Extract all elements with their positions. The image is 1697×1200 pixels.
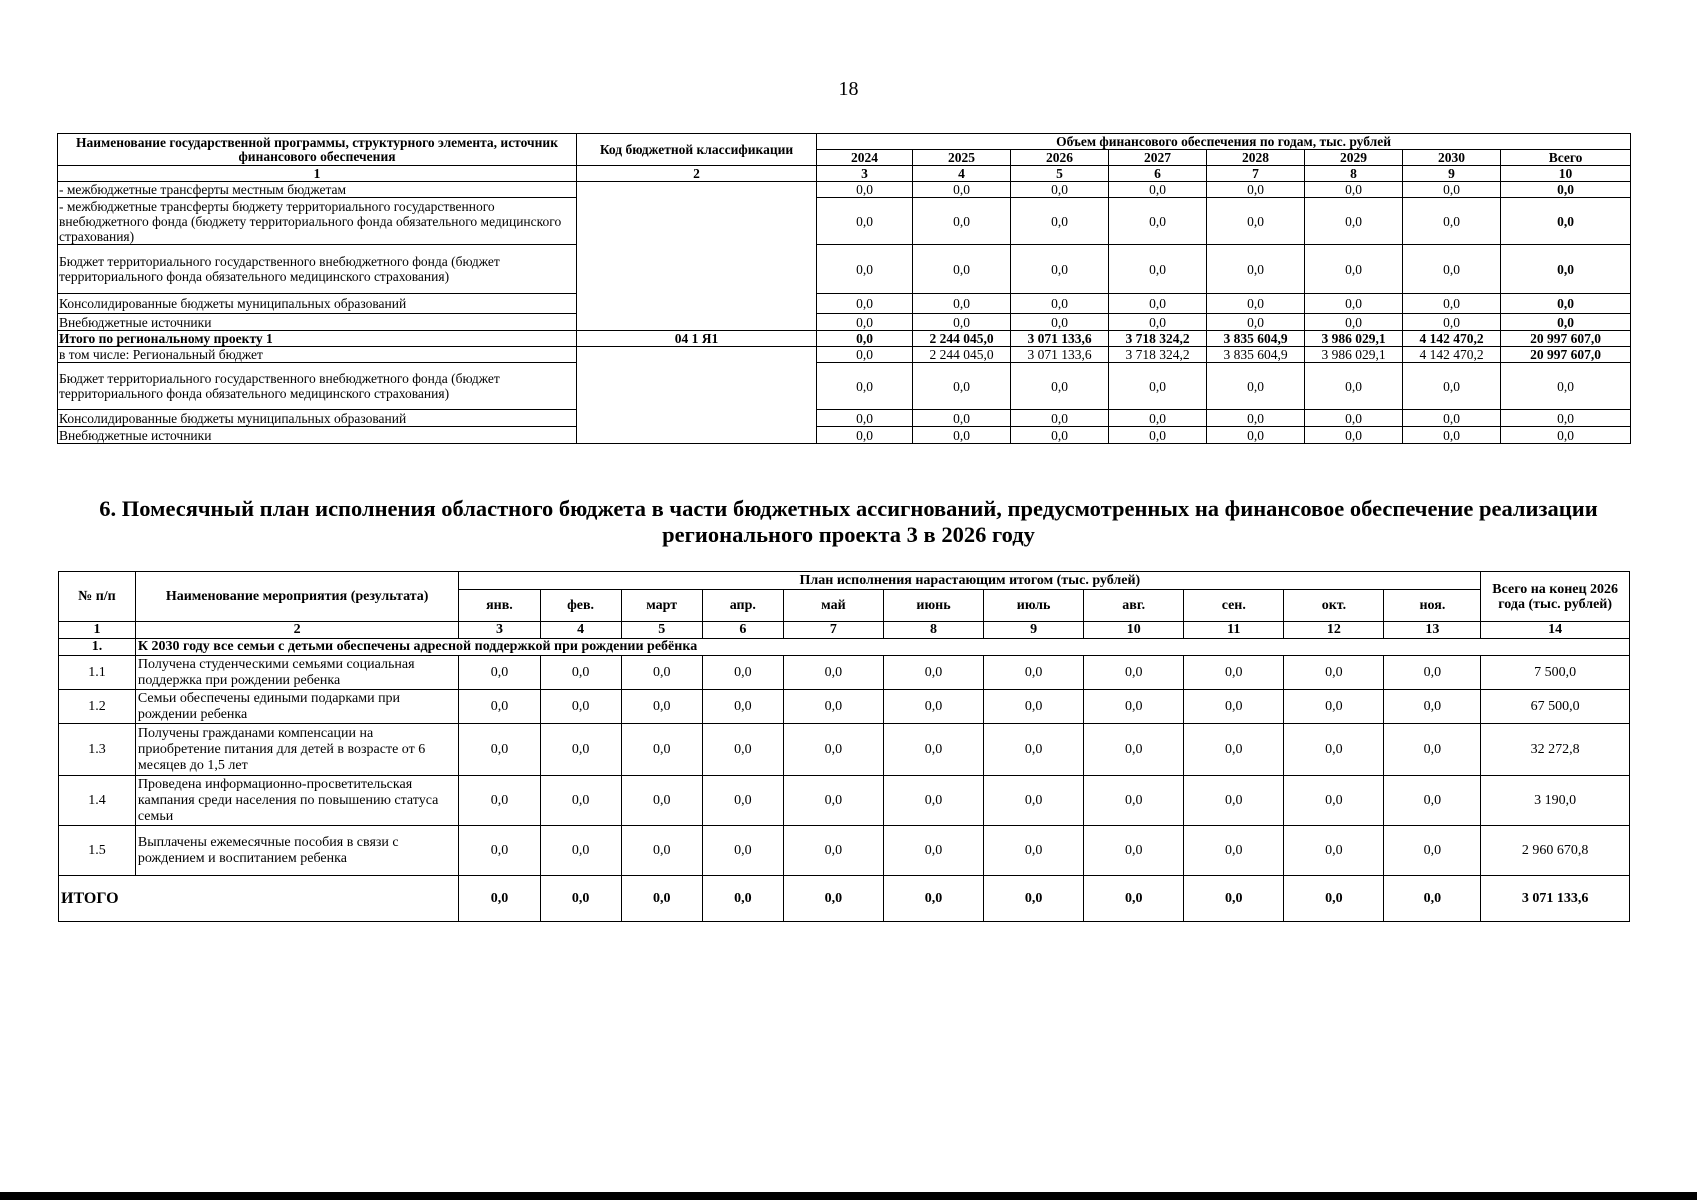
column-index: 4	[913, 166, 1011, 182]
column-index-row	[59, 622, 1630, 639]
activity-name: Получены гражданами компенсации на приобретение питания для детей в возрасте от 6 месяцев до 1,5 лет	[135, 724, 458, 776]
budget-code: 04 1 Я1	[577, 331, 817, 347]
month-value: 0,0	[702, 776, 783, 826]
page-number: 18	[838, 78, 859, 100]
year-value: 3 071 133,6	[1011, 331, 1109, 347]
header-number: № п/п	[59, 572, 136, 622]
total-value: 20 997 607,0	[1501, 347, 1631, 363]
row-number: 1.4	[59, 776, 136, 826]
header-name: Наименование государственной программы, структурного элемента, источник финансового обеспечения	[58, 134, 577, 166]
group-name: К 2030 году все семьи с детьми обеспечены адресной поддержкой при рождении ребёнка	[135, 639, 1629, 656]
month-value: 0,0	[1084, 776, 1184, 826]
table-row	[59, 656, 1630, 690]
year-value: 0,0	[1109, 198, 1207, 245]
activity-name: Семьи обеспечены едиными подарками при рождении ребенка	[135, 690, 458, 724]
year-value: 0,0	[1403, 363, 1501, 410]
total-value: 0,0	[1501, 314, 1631, 331]
year-value: 0,0	[1109, 427, 1207, 444]
column-index: 3	[459, 622, 540, 639]
total-month-value: 0,0	[984, 876, 1084, 922]
group-number: 1.	[59, 639, 136, 656]
table-row	[58, 331, 1631, 347]
table-row	[59, 690, 1630, 724]
row-name: Внебюджетные источники	[58, 427, 577, 444]
column-index: 1	[58, 166, 577, 182]
month-value: 0,0	[984, 776, 1084, 826]
column-index: 11	[1184, 622, 1284, 639]
year-value: 0,0	[1109, 245, 1207, 294]
year-value: 0,0	[913, 410, 1011, 427]
header-month: май	[783, 590, 883, 622]
year-value: 0,0	[817, 410, 913, 427]
month-value: 0,0	[1384, 690, 1481, 724]
year-value: 0,0	[1403, 182, 1501, 198]
month-value: 0,0	[621, 724, 702, 776]
year-value: 0,0	[817, 294, 913, 314]
table-row	[58, 427, 1631, 444]
month-value: 0,0	[984, 656, 1084, 690]
table-row	[58, 363, 1631, 410]
row-name: Итого по региональному проекту 1	[58, 331, 577, 347]
header-month: окт.	[1284, 590, 1384, 622]
month-value: 0,0	[1184, 776, 1284, 826]
year-value: 0,0	[913, 198, 1011, 245]
month-value: 0,0	[1084, 724, 1184, 776]
year-value: 0,0	[817, 363, 913, 410]
month-value: 0,0	[883, 724, 983, 776]
row-name: в том числе: Региональный бюджет	[58, 347, 577, 363]
month-value: 0,0	[621, 776, 702, 826]
total-value: 0,0	[1501, 198, 1631, 245]
total-month-value: 0,0	[1084, 876, 1184, 922]
header-month: сен.	[1184, 590, 1284, 622]
column-index: 10	[1084, 622, 1184, 639]
year-value: 0,0	[913, 314, 1011, 331]
column-index: 6	[702, 622, 783, 639]
year-value: 0,0	[817, 331, 913, 347]
column-index: 10	[1501, 166, 1631, 182]
year-value: 0,0	[1207, 245, 1305, 294]
row-name: Бюджет территориального государственного внебюджетного фонда (бюджет территориального фонда обязательного медицинского страхования)	[58, 245, 577, 294]
total-month-value: 0,0	[883, 876, 983, 922]
month-value: 0,0	[783, 724, 883, 776]
year-value: 3 718 324,2	[1109, 331, 1207, 347]
table-row	[58, 294, 1631, 314]
column-index: 3	[817, 166, 913, 182]
total-month-value: 0,0	[540, 876, 621, 922]
year-value: 3 986 029,1	[1305, 347, 1403, 363]
table-row	[59, 826, 1630, 876]
total-value: 0,0	[1501, 182, 1631, 198]
page-edge-bar	[0, 1192, 1697, 1200]
year-value: 0,0	[1207, 182, 1305, 198]
month-value: 0,0	[459, 690, 540, 724]
year-value: 3 986 029,1	[1305, 331, 1403, 347]
activity-name: Получена студенческими семьями социальная поддержка при рождении ребенка	[135, 656, 458, 690]
header-code: Код бюджетной классификации	[577, 134, 817, 166]
total-label: ИТОГО	[59, 876, 459, 922]
row-number: 1.2	[59, 690, 136, 724]
month-value: 0,0	[1084, 656, 1184, 690]
month-value: 0,0	[1384, 724, 1481, 776]
year-value: 0,0	[1305, 198, 1403, 245]
month-value: 0,0	[702, 690, 783, 724]
column-index: 6	[1109, 166, 1207, 182]
year-value: 0,0	[1207, 427, 1305, 444]
year-value: 0,0	[1109, 294, 1207, 314]
month-value: 0,0	[540, 656, 621, 690]
header-month: июль	[984, 590, 1084, 622]
year-value: 0,0	[817, 314, 913, 331]
header-year: 2027	[1109, 150, 1207, 166]
year-value: 0,0	[1011, 427, 1109, 444]
month-value: 0,0	[1084, 690, 1184, 724]
total-value: 20 997 607,0	[1501, 331, 1631, 347]
month-value: 0,0	[621, 690, 702, 724]
header-year: 2028	[1207, 150, 1305, 166]
year-value: 0,0	[1207, 294, 1305, 314]
year-total-value: 32 272,8	[1481, 724, 1630, 776]
row-name: Бюджет территориального государственного внебюджетного фонда (бюджет территориального фонда обязательного медицинского страхования)	[58, 363, 577, 410]
month-value: 0,0	[1284, 724, 1384, 776]
month-value: 0,0	[459, 776, 540, 826]
header-month: ноя.	[1384, 590, 1481, 622]
month-value: 0,0	[540, 690, 621, 724]
month-value: 0,0	[702, 724, 783, 776]
year-value: 3 835 604,9	[1207, 347, 1305, 363]
year-value: 2 244 045,0	[913, 347, 1011, 363]
total-month-value: 0,0	[1184, 876, 1284, 922]
year-value: 0,0	[817, 427, 913, 444]
month-value: 0,0	[783, 826, 883, 876]
grand-total-value: 3 071 133,6	[1481, 876, 1630, 922]
table-row	[58, 198, 1631, 245]
month-value: 0,0	[1384, 826, 1481, 876]
year-value: 0,0	[1403, 410, 1501, 427]
month-value: 0,0	[1184, 826, 1284, 876]
header-plan: План исполнения нарастающим итогом (тыс. рублей)	[459, 572, 1481, 590]
year-value: 0,0	[1011, 314, 1109, 331]
year-value: 0,0	[1305, 245, 1403, 294]
year-value: 0,0	[1207, 363, 1305, 410]
year-value: 0,0	[913, 294, 1011, 314]
total-month-value: 0,0	[702, 876, 783, 922]
year-value: 0,0	[1403, 245, 1501, 294]
year-total-value: 2 960 670,8	[1481, 826, 1630, 876]
year-value: 2 244 045,0	[913, 331, 1011, 347]
year-value: 0,0	[1109, 182, 1207, 198]
month-value: 0,0	[783, 656, 883, 690]
month-value: 0,0	[984, 724, 1084, 776]
header-month: авг.	[1084, 590, 1184, 622]
header-year: 2024	[817, 150, 913, 166]
total-value: 0,0	[1501, 410, 1631, 427]
total-month-value: 0,0	[1384, 876, 1481, 922]
year-value: 0,0	[1403, 314, 1501, 331]
total-value: 0,0	[1501, 245, 1631, 294]
month-value: 0,0	[540, 826, 621, 876]
month-value: 0,0	[621, 826, 702, 876]
month-value: 0,0	[783, 690, 883, 724]
year-value: 0,0	[1305, 363, 1403, 410]
row-name: Консолидированные бюджеты муниципальных образований	[58, 410, 577, 427]
month-value: 0,0	[702, 826, 783, 876]
row-name: Внебюджетные источники	[58, 314, 577, 331]
column-index: 14	[1481, 622, 1630, 639]
column-index: 9	[1403, 166, 1501, 182]
row-number: 1.3	[59, 724, 136, 776]
year-total-value: 67 500,0	[1481, 690, 1630, 724]
month-value: 0,0	[1184, 656, 1284, 690]
total-month-value: 0,0	[783, 876, 883, 922]
column-index: 9	[984, 622, 1084, 639]
total-month-value: 0,0	[621, 876, 702, 922]
year-value: 3 071 133,6	[1011, 347, 1109, 363]
column-index: 5	[621, 622, 702, 639]
column-index: 7	[783, 622, 883, 639]
year-total-value: 7 500,0	[1481, 656, 1630, 690]
month-value: 0,0	[459, 724, 540, 776]
year-value: 0,0	[1403, 294, 1501, 314]
month-value: 0,0	[1084, 826, 1184, 876]
code-cell-empty	[577, 182, 817, 331]
year-value: 3 835 604,9	[1207, 331, 1305, 347]
year-total-value: 3 190,0	[1481, 776, 1630, 826]
year-value: 0,0	[1305, 427, 1403, 444]
column-index: 12	[1284, 622, 1384, 639]
header-activity: Наименование мероприятия (результата)	[135, 572, 458, 622]
table-row	[58, 347, 1631, 363]
header-month: янв.	[459, 590, 540, 622]
month-value: 0,0	[1184, 690, 1284, 724]
column-index-row	[58, 166, 1631, 182]
header-month: апр.	[702, 590, 783, 622]
table-row	[58, 410, 1631, 427]
year-value: 0,0	[817, 347, 913, 363]
header-total: Всего	[1501, 150, 1631, 166]
month-value: 0,0	[984, 690, 1084, 724]
year-value: 0,0	[1109, 363, 1207, 410]
header-year: 2025	[913, 150, 1011, 166]
month-value: 0,0	[883, 656, 983, 690]
total-value: 0,0	[1501, 363, 1631, 410]
column-index: 13	[1384, 622, 1481, 639]
year-value: 0,0	[1207, 198, 1305, 245]
total-value: 0,0	[1501, 427, 1631, 444]
month-value: 0,0	[984, 826, 1084, 876]
header-month: фев.	[540, 590, 621, 622]
header-year: 2026	[1011, 150, 1109, 166]
column-index: 8	[883, 622, 983, 639]
month-value: 0,0	[459, 656, 540, 690]
column-index: 7	[1207, 166, 1305, 182]
year-value: 0,0	[1109, 410, 1207, 427]
year-value: 0,0	[817, 182, 913, 198]
year-value: 0,0	[1011, 198, 1109, 245]
month-value: 0,0	[1284, 656, 1384, 690]
total-row	[59, 876, 1630, 922]
year-value: 0,0	[1305, 182, 1403, 198]
column-index: 8	[1305, 166, 1403, 182]
year-value: 0,0	[1207, 410, 1305, 427]
month-value: 0,0	[1284, 776, 1384, 826]
month-value: 0,0	[540, 724, 621, 776]
column-index: 5	[1011, 166, 1109, 182]
column-index: 4	[540, 622, 621, 639]
year-value: 0,0	[913, 182, 1011, 198]
year-value: 0,0	[817, 245, 913, 294]
table-row	[59, 776, 1630, 826]
month-value: 0,0	[540, 776, 621, 826]
year-value: 0,0	[1305, 410, 1403, 427]
total-month-value: 0,0	[459, 876, 540, 922]
year-value: 0,0	[817, 198, 913, 245]
header-year: 2030	[1403, 150, 1501, 166]
header-year: 2029	[1305, 150, 1403, 166]
table-row	[58, 314, 1631, 331]
total-month-value: 0,0	[1284, 876, 1384, 922]
year-value: 3 718 324,2	[1109, 347, 1207, 363]
year-value: 0,0	[1403, 427, 1501, 444]
year-value: 0,0	[913, 363, 1011, 410]
code-cell-empty	[577, 347, 817, 444]
year-value: 0,0	[1011, 363, 1109, 410]
month-value: 0,0	[1184, 724, 1284, 776]
month-value: 0,0	[1384, 776, 1481, 826]
activity-name: Проведена информационно-просветительская кампания среди населения по повышению статуса семьи	[135, 776, 458, 826]
month-value: 0,0	[883, 826, 983, 876]
activity-name: Выплачены ежемесячные пособия в связи с рождением и воспитанием ребенка	[135, 826, 458, 876]
year-value: 0,0	[1207, 314, 1305, 331]
group-row	[59, 639, 1630, 656]
month-value: 0,0	[783, 776, 883, 826]
month-value: 0,0	[1384, 656, 1481, 690]
header-volume: Объем финансового обеспечения по годам, тыс. рублей	[817, 134, 1631, 150]
year-value: 0,0	[913, 427, 1011, 444]
year-value: 0,0	[913, 245, 1011, 294]
month-value: 0,0	[883, 690, 983, 724]
header-month: март	[621, 590, 702, 622]
monthly-plan-table	[58, 571, 1630, 922]
year-value: 0,0	[1305, 294, 1403, 314]
table-row	[59, 724, 1630, 776]
row-name: - межбюджетные трансферты бюджету территориального государственного внебюджетного фонда (бюджету территориального фонда обязательного медицинского страхования)	[58, 198, 577, 245]
month-value: 0,0	[883, 776, 983, 826]
row-number: 1.1	[59, 656, 136, 690]
year-value: 0,0	[1109, 314, 1207, 331]
section-title: 6. Помесячный план исполнения областного бюджета в части бюджетных ассигнований, предусмотренных на финансовое обеспечение реализации регионального проекта 3 в 2026 году	[99, 496, 1598, 547]
year-value: 0,0	[1403, 198, 1501, 245]
year-value: 0,0	[1011, 245, 1109, 294]
table-row	[58, 245, 1631, 294]
year-value: 0,0	[1305, 314, 1403, 331]
year-value: 4 142 470,2	[1403, 331, 1501, 347]
total-value: 0,0	[1501, 294, 1631, 314]
table-row	[58, 182, 1631, 198]
month-value: 0,0	[702, 656, 783, 690]
year-value: 0,0	[1011, 410, 1109, 427]
row-name: Консолидированные бюджеты муниципальных образований	[58, 294, 577, 314]
column-index: 2	[135, 622, 458, 639]
year-value: 0,0	[1011, 182, 1109, 198]
row-name: - межбюджетные трансферты местным бюджетам	[58, 182, 577, 198]
column-index: 2	[577, 166, 817, 182]
financing-table	[57, 133, 1631, 444]
row-number: 1.5	[59, 826, 136, 876]
month-value: 0,0	[1284, 826, 1384, 876]
column-index: 1	[59, 622, 136, 639]
header-year-total: Всего на конец 2026 года (тыс. рублей)	[1481, 572, 1630, 622]
year-value: 4 142 470,2	[1403, 347, 1501, 363]
month-value: 0,0	[621, 656, 702, 690]
month-value: 0,0	[459, 826, 540, 876]
month-value: 0,0	[1284, 690, 1384, 724]
year-value: 0,0	[1011, 294, 1109, 314]
header-month: июнь	[883, 590, 983, 622]
